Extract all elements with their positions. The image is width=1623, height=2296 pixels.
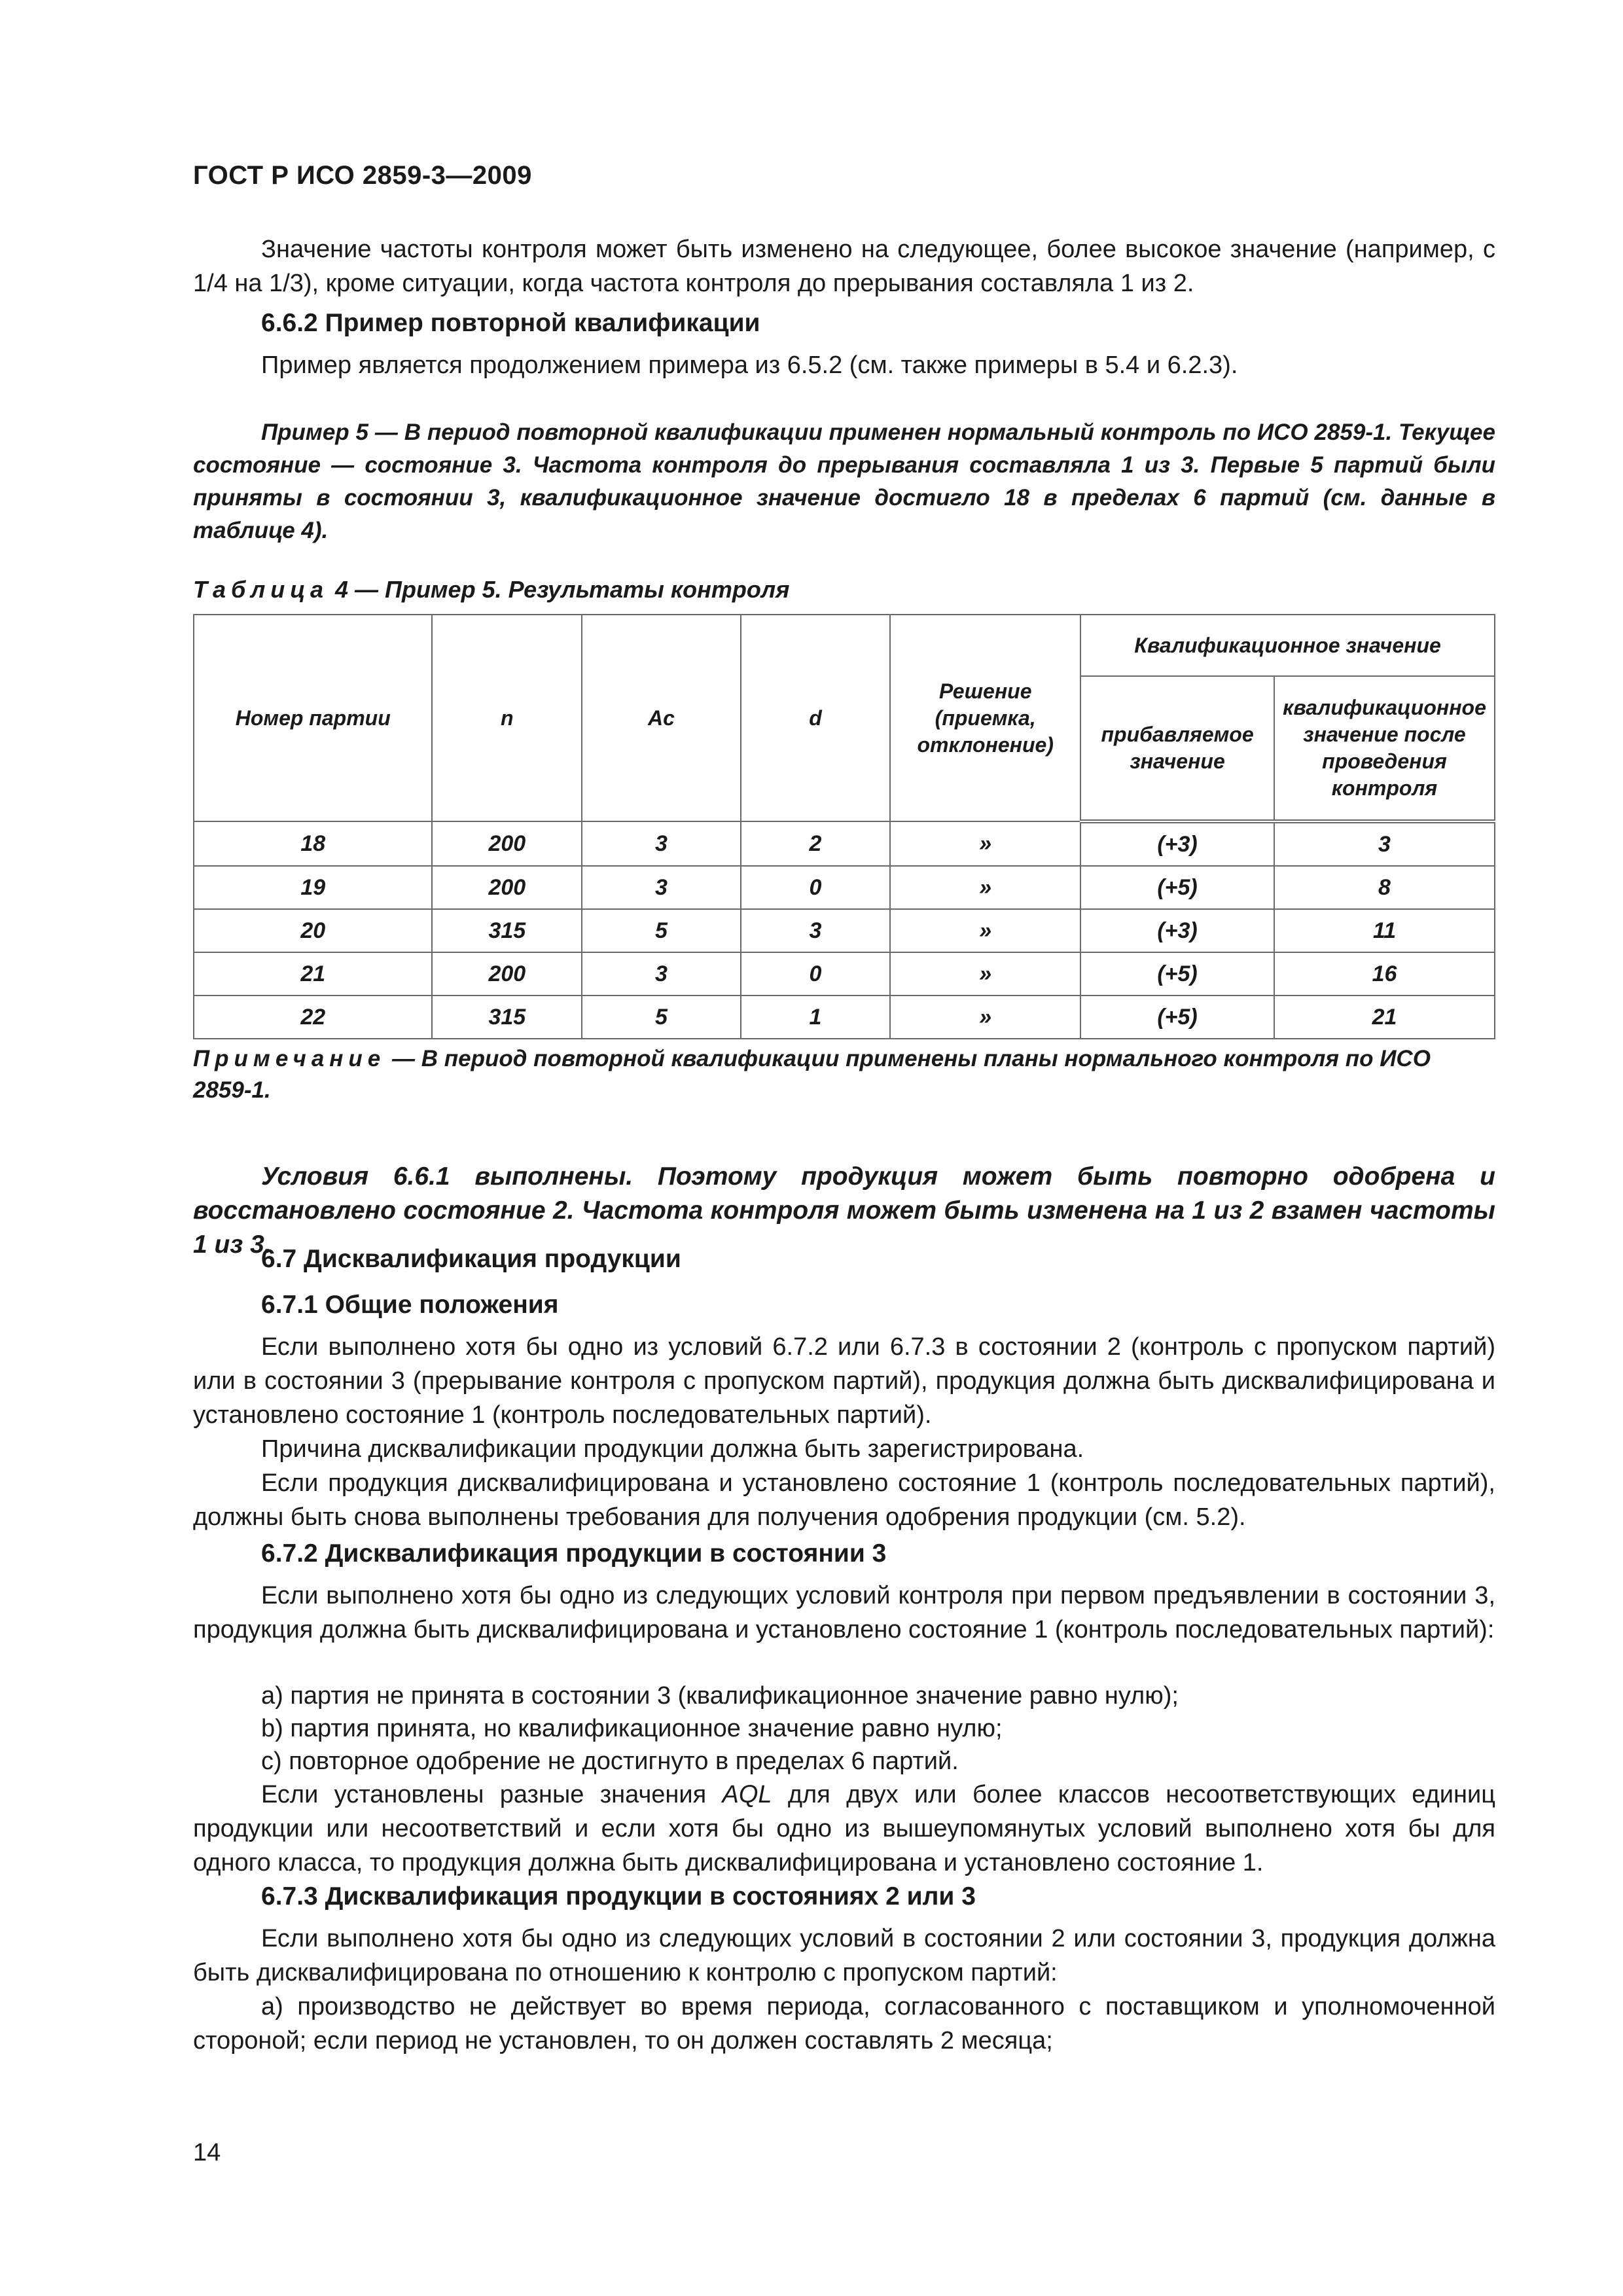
cell: 5 [582, 909, 741, 952]
cell: (+5) [1080, 952, 1274, 996]
paragraph-6-7-1-b: Причина дисквалификации продукции должна быть зарегистрирована. [261, 1435, 1084, 1463]
cell: (+5) [1080, 996, 1274, 1039]
header-value-after: квалификационное значение после проведения контроля [1274, 676, 1495, 821]
table-row [194, 866, 1495, 909]
cell: 5 [582, 996, 741, 1039]
header-added-value: прибавляемое значение [1080, 676, 1274, 821]
cell: » [890, 952, 1080, 996]
table-row [194, 821, 1495, 866]
paragraph-6-7-3-a: Если выполнено хотя бы одно из следующих условий в состоянии 2 или состоянии 3, продукция должна быть дисквалифицирована по отношению к контролю с пропуском партий: [193, 1925, 1495, 1986]
cell: » [890, 821, 1080, 866]
cell: 0 [741, 952, 891, 996]
document-header: ГОСТ Р ИСО 2859-3—2009 [193, 161, 532, 190]
cell: 16 [1274, 952, 1495, 996]
results-table [193, 614, 1495, 1039]
header-d: d [741, 615, 891, 821]
paragraph-6-6-2: Пример является продолжением примера из 6.5.2 (см. также примеры в 5.4 и 6.2.3). [261, 351, 1238, 379]
table-row [194, 996, 1495, 1039]
header-qualification-group: Квалификационное значение [1080, 615, 1495, 676]
table-note [193, 1043, 1495, 1106]
table-caption [193, 576, 789, 603]
heading-6-7: 6.7 Дисквалификация продукции [261, 1245, 681, 1273]
paragraph-6-7-2-a: Если выполнено хотя бы одно из следующих условий контроля при первом предъявлении в состоянии 3, продукция должна быть дисквалифицирована и установлено состояние 1 (контроль последовательных партий): [193, 1582, 1495, 1643]
cell: 20 [194, 909, 432, 952]
table-caption-prefix: Таблица [193, 576, 329, 603]
cell: 315 [432, 996, 582, 1039]
cell: 19 [194, 866, 432, 909]
intro-paragraph: Значение частоты контроля может быть изменено на следующее, более высокое значение (например, с 1/4 на 1/3), кроме ситуации, когда частота контроля до прерывания составляла 1 из 2. [193, 236, 1495, 297]
cell: 3 [582, 821, 741, 866]
table-note-prefix: Примечание [193, 1046, 386, 1071]
header-n: n [432, 615, 582, 821]
cell: » [890, 866, 1080, 909]
paragraph-6-7-2-b [193, 1778, 1495, 1880]
cell: (+5) [1080, 866, 1274, 909]
cell: 8 [1274, 866, 1495, 909]
list-item: b) партия принята, но квалификационное значение равно нулю; [261, 1715, 1003, 1742]
cell: 200 [432, 952, 582, 996]
table-row [194, 952, 1495, 996]
cell: 200 [432, 866, 582, 909]
cell: 2 [741, 821, 891, 866]
paragraph-6-7-2-b-end: для двух или более классов несоответствующих единиц продукции или несоответствий и если хотя бы одно из вышеупомянутых условий выполнено хотя бы для одного класса, то продукция должна быть дисквалифицирована и установлено состояние 1. [193, 1781, 1495, 1876]
cell: (+3) [1080, 821, 1274, 866]
header-decision: Решение (приемка, отклонение) [890, 615, 1080, 821]
table-row [194, 909, 1495, 952]
cell: (+3) [1080, 909, 1274, 952]
list-item: c) повторное одобрение не достигнуто в пределах 6 партий. [261, 1748, 959, 1775]
cell: 22 [194, 996, 432, 1039]
cell: » [890, 909, 1080, 952]
cell: 21 [194, 952, 432, 996]
page-number: 14 [193, 2139, 221, 2166]
cell: 0 [741, 866, 891, 909]
cell: 11 [1274, 909, 1495, 952]
cell: 3 [582, 952, 741, 996]
header-lot-number: Номер партии [194, 615, 432, 821]
header-ac: Ac [582, 615, 741, 821]
cell: 3 [582, 866, 741, 909]
cell: 1 [741, 996, 891, 1039]
conclusion-paragraph: Условия 6.6.1 выполнены. Поэтому продукция может быть повторно одобрена и восстановлено состояние 2. Частота контроля может быть изменена на 1 из 2 взамен частоты 1 из 3. [193, 1162, 1495, 1259]
cell: » [890, 996, 1080, 1039]
paragraph-6-7-1-c: Если продукция дисквалифицирована и установлено состояние 1 (контроль последовательных партий), должны быть снова выполнены требования для получения одобрения продукции (см. 5.2). [193, 1469, 1495, 1531]
cell: 3 [1274, 821, 1495, 866]
list-item: a) партия не принята в состоянии 3 (квалификационное значение равно нулю); [261, 1682, 1179, 1710]
table-note-rest: — В период повторной квалификации применены планы нормального контроля по ИСО 2859-1. [193, 1046, 1431, 1103]
cell: 3 [741, 909, 891, 952]
paragraph-6-7-1-a: Если выполнено хотя бы одно из условий 6.7.2 или 6.7.3 в состоянии 2 (контроль с пропуском партий) или в состоянии 3 (прерывание контроля с пропуском партий), продукция должна быть дисквалифицирована и установлено состояние 1 (контроль последовательных партий). [193, 1333, 1495, 1429]
aql-term: AQL [722, 1781, 772, 1808]
heading-6-7-1: 6.7.1 Общие положения [261, 1291, 559, 1319]
cell: 21 [1274, 996, 1495, 1039]
heading-6-6-2: 6.6.2 Пример повторной квалификации [261, 309, 760, 337]
cell: 315 [432, 909, 582, 952]
table-caption-rest: 4 — Пример 5. Результаты контроля [335, 576, 790, 603]
example-5-text: Пример 5 — В период повторной квалификации применен нормальный контроль по ИСО 2859-1. Текущее состояние — состояние 3. Частота контроля до прерывания составляла 1 из 3. Первые 5 партий были приняты в состоянии 3, квалификационное значение достигло 18 в пределах 6 партий (см. данные в таблице 4). [193, 420, 1495, 543]
cell: 18 [194, 821, 432, 866]
paragraph-6-7-2-b-start: Если установлены разные значения [261, 1781, 722, 1808]
list-item: a) производство не действует во время периода, согласованного с поставщиком и уполномоченной стороной; если период не установлен, то он должен составлять 2 месяца; [193, 1993, 1495, 2054]
heading-6-7-2: 6.7.2 Дисквалификация продукции в состоянии 3 [261, 1539, 887, 1568]
heading-6-7-3: 6.7.3 Дисквалификация продукции в состояниях 2 или 3 [261, 1882, 976, 1910]
cell: 200 [432, 821, 582, 866]
